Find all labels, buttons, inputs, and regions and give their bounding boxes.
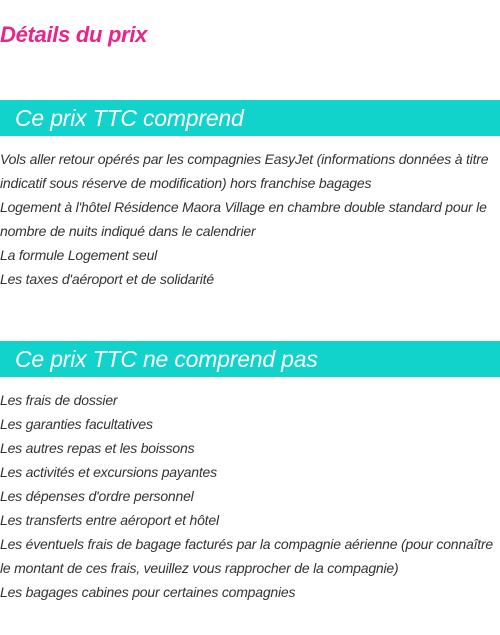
included-section-header [0, 100, 500, 136]
list-item: La formule Logement seul [0, 247, 158, 263]
list-item: Vols aller retour opérés par les compagnies EasyJet (informations données à titre indicatif sous réserve de modification) hors franchise bagages [0, 151, 489, 191]
list-item: Les frais de dossier [0, 392, 118, 408]
list-item: Les éventuels frais de bagage facturés par la compagnie aérienne (pour connaître le montant de ces frais, veuillez vous rapprocher de la compagnie) [0, 536, 493, 576]
excluded-section-header [0, 341, 500, 377]
included-heading: Ce prix TTC comprend [15, 105, 244, 131]
list-item: Les garanties facultatives [0, 416, 153, 432]
included-list [0, 147, 500, 291]
list-item: Les activités et excursions payantes [0, 464, 217, 480]
page-title: Détails du prix [0, 22, 148, 47]
list-item: Les transferts entre aéroport et hôtel [0, 512, 219, 528]
list-item: Les dépenses d'ordre personnel [0, 488, 194, 504]
list-item: Les taxes d'aéroport et de solidarité [0, 271, 214, 287]
list-item: Les autres repas et les boissons [0, 440, 195, 456]
excluded-list [0, 388, 500, 604]
list-item: Logement à l'hôtel Résidence Maora Village en chambre double standard pour le nombre de nuits indiqué dans le calendrier [0, 199, 487, 239]
excluded-heading: Ce prix TTC ne comprend pas [15, 346, 318, 372]
list-item: Les bagages cabines pour certaines compagnies [0, 584, 296, 600]
